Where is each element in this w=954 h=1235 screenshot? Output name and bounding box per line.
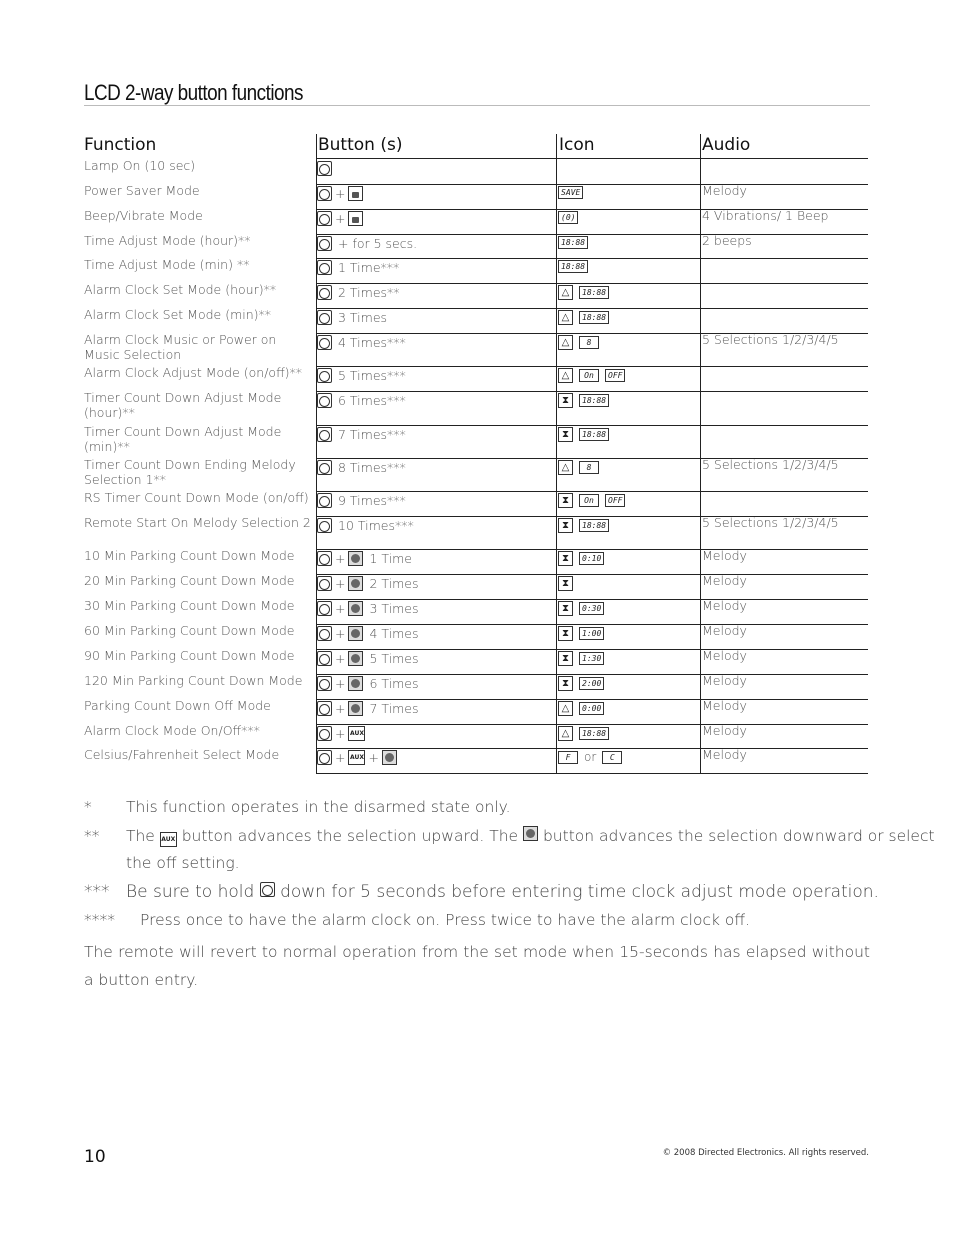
bell-icon <box>558 460 573 475</box>
function-cell: RS Timer Count Down Mode (on/off) <box>84 490 309 505</box>
table-row <box>84 185 868 210</box>
footnote-text: Be sure to hold <box>126 882 255 902</box>
hourglass-icon <box>558 676 573 691</box>
lcd-display-icon: 0:10 <box>579 552 604 565</box>
hourglass-icon <box>558 551 573 566</box>
buttons-cell <box>317 626 553 641</box>
icon-cell <box>558 236 698 249</box>
table-row <box>84 575 868 600</box>
footnote-text: The <box>126 827 155 845</box>
function-cell: Alarm Clock Mode On/Off*** <box>84 723 260 738</box>
icon-cell <box>558 260 698 273</box>
press-count: 9 Times*** <box>338 493 406 508</box>
lamp-button-icon <box>317 285 332 300</box>
buttons-cell <box>317 186 553 201</box>
table-row <box>84 210 868 235</box>
function-cell: Beep/Vibrate Mode <box>84 208 203 223</box>
function-cell: 90 Min Parking Count Down Mode <box>84 648 295 663</box>
function-cell: Time Adjust Mode (min) ** <box>84 257 250 272</box>
lcd-display-icon: On <box>579 494 599 507</box>
star-button-icon <box>348 626 363 641</box>
lcd-display-icon: 18:88 <box>579 727 609 740</box>
audio-cell: 2 beeps <box>702 233 752 248</box>
revert-note: The remote will revert to normal operation from the set mode when 15-seconds has elapsed without a button entry. <box>84 943 870 989</box>
lamp-button-icon <box>317 368 332 383</box>
lcd-display-icon: OFF <box>605 369 625 382</box>
plus-sign: + <box>335 701 346 716</box>
lcd-display-icon: 8 <box>579 461 599 474</box>
function-cell: 20 Min Parking Count Down Mode <box>84 573 295 588</box>
function-cell: Celsius/Fahrenheit Select Mode <box>84 747 280 762</box>
star-button-icon <box>348 651 363 666</box>
footnote-2-cont: the off setting. <box>126 854 240 872</box>
table-row <box>84 492 868 517</box>
footnote-1 <box>84 798 511 816</box>
lamp-button-icon <box>317 186 332 201</box>
table-row <box>84 392 868 426</box>
buttons-cell <box>317 750 553 765</box>
lamp-button-icon <box>317 750 332 765</box>
buttons-cell <box>317 701 553 716</box>
lamp-button-icon <box>317 310 332 325</box>
function-cell: Parking Count Down Off Mode <box>84 698 271 713</box>
aux-button-icon: AUX <box>348 726 365 741</box>
table-row <box>84 517 868 550</box>
function-cell: Alarm Clock Set Mode (hour)** <box>84 282 277 297</box>
lcd-display-icon: OFF <box>605 494 625 507</box>
footnote-mark: *** <box>84 882 110 902</box>
plus-sign: + <box>335 601 346 616</box>
audio-cell: Melody <box>702 698 747 713</box>
buttons-cell <box>317 310 553 325</box>
table-row <box>84 725 868 749</box>
icon-cell <box>558 427 698 442</box>
press-count: 5 Times <box>369 651 419 666</box>
lcd-display-icon: 2:00 <box>579 677 604 690</box>
lcd-display-icon: 0:30 <box>579 602 604 615</box>
bell-icon <box>558 310 573 325</box>
icon-cell <box>558 750 698 765</box>
header-divider <box>316 158 868 159</box>
buttons-cell <box>317 676 553 691</box>
lcd-display-icon: (0) <box>558 211 578 224</box>
lamp-button-icon <box>317 651 332 666</box>
table-row <box>84 284 868 309</box>
audio-cell: Melody <box>702 673 747 688</box>
lcd-display-icon: 0:00 <box>579 702 604 715</box>
star-button-icon <box>348 551 363 566</box>
hourglass-icon <box>558 393 573 408</box>
buttons-cell <box>317 393 553 408</box>
icon-cell <box>558 285 698 300</box>
buttons-cell <box>317 726 553 741</box>
lamp-button-icon <box>317 551 332 566</box>
star-button-icon <box>348 701 363 716</box>
or-text: or <box>584 750 597 764</box>
audio-cell: 4 Vibrations/ 1 Beep <box>702 208 829 223</box>
function-cell: Time Adjust Mode (hour)** <box>84 233 251 248</box>
icon-cell <box>558 493 698 508</box>
lcd-display-icon: SAVE <box>558 186 583 199</box>
aux-button-icon: AUX <box>348 750 365 765</box>
audio-cell: Melody <box>702 623 747 638</box>
buttons-cell <box>317 460 553 475</box>
lcd-display-icon: 1:00 <box>579 627 604 640</box>
icon-cell <box>558 518 698 533</box>
plus-sign: + <box>335 576 346 591</box>
star-button-icon <box>382 750 397 765</box>
table-row <box>84 650 868 675</box>
icon-cell <box>558 186 698 199</box>
icon-cell <box>558 626 698 641</box>
footnote-4 <box>84 911 750 929</box>
table-row <box>84 160 868 185</box>
icon-cell <box>558 368 698 383</box>
hourglass-icon <box>558 601 573 616</box>
bell-icon <box>558 726 573 741</box>
press-count: 5 Times*** <box>338 368 406 383</box>
footnote-text: This function operates in the disarmed state only. <box>126 798 511 816</box>
press-count: 1 Time <box>369 551 413 566</box>
audio-cell: Melody <box>702 548 747 563</box>
icon-cell <box>558 676 698 691</box>
lamp-button-icon <box>317 335 332 350</box>
lcd-display-icon: 8 <box>579 336 599 349</box>
plus-sign: + <box>335 651 346 666</box>
press-count: 7 Times*** <box>338 427 406 442</box>
icon-cell <box>558 701 698 716</box>
plus-sign: + <box>335 750 346 765</box>
press-count: 2 Times** <box>338 285 400 300</box>
press-count: 3 Times <box>369 601 419 616</box>
buttons-cell <box>317 161 553 176</box>
footnote-mark: ** <box>84 827 100 845</box>
header-function: Function <box>84 135 157 155</box>
bell-icon <box>558 335 573 350</box>
table-row <box>84 334 868 367</box>
icon-cell <box>558 460 698 475</box>
press-count: 6 Times*** <box>338 393 406 408</box>
plus-sign: + <box>335 726 346 741</box>
hourglass-icon <box>558 518 573 533</box>
lcd-display-icon: F <box>558 751 578 764</box>
audio-cell: 5 Selections 1/2/3/4/5 <box>702 332 839 347</box>
function-cell: Alarm Clock Music or Power on Music Selection <box>84 332 277 362</box>
lamp-button-icon <box>317 460 332 475</box>
function-cell: Timer Count Down Adjust Mode (hour)** <box>84 390 282 420</box>
press-count: 6 Times <box>369 676 419 691</box>
lamp-button-icon <box>317 576 332 591</box>
lamp-button-icon <box>317 236 332 251</box>
footnote-mark: * <box>84 798 92 816</box>
plus-sign: + <box>335 186 346 201</box>
buttons-cell <box>317 576 553 591</box>
lamp-button-icon <box>317 726 332 741</box>
table-row <box>84 459 868 492</box>
audio-cell: 5 Selections 1/2/3/4/5 <box>702 515 839 530</box>
star-button-icon <box>348 576 363 591</box>
audio-cell: Melody <box>702 648 747 663</box>
title-divider <box>84 105 870 106</box>
buttons-cell <box>317 601 553 616</box>
buttons-cell <box>317 551 553 566</box>
table-row <box>84 235 868 259</box>
lcd-display-icon: 18:88 <box>558 260 588 273</box>
lamp-button-icon <box>317 493 332 508</box>
function-cell: Lamp On (10 sec) <box>84 158 196 173</box>
lamp-button-icon <box>317 518 332 533</box>
lamp-button-icon <box>317 161 332 176</box>
buttons-cell <box>317 368 553 383</box>
buttons-cell <box>317 493 553 508</box>
unlock-button-icon <box>348 211 363 226</box>
table-row <box>84 367 868 392</box>
function-cell: 120 Min Parking Count Down Mode <box>84 673 303 688</box>
audio-cell: Melody <box>702 598 747 613</box>
audio-cell: Melody <box>702 747 747 762</box>
star-button-icon <box>348 601 363 616</box>
table-row <box>84 675 868 700</box>
buttons-cell <box>317 260 553 275</box>
lamp-button-icon <box>317 393 332 408</box>
plus-sign: + <box>335 551 346 566</box>
table-row <box>84 426 868 459</box>
page-title: LCD 2-way button functions <box>84 80 304 105</box>
function-cell: 10 Min Parking Count Down Mode <box>84 548 295 563</box>
lcd-display-icon: 18:88 <box>579 311 609 324</box>
footnote-3 <box>84 882 879 902</box>
header-audio: Audio <box>702 135 751 155</box>
buttons-cell <box>317 236 553 251</box>
function-cell: Power Saver Mode <box>84 183 200 198</box>
icon-cell <box>558 393 698 408</box>
icon-cell <box>558 651 698 666</box>
star-button-icon <box>348 676 363 691</box>
footnote-text: button advances the selection upward. The <box>181 827 519 845</box>
plus-sign: + <box>368 750 379 765</box>
press-count: 4 Times <box>369 626 419 641</box>
buttons-cell <box>317 427 553 442</box>
audio-cell: Melody <box>702 573 747 588</box>
hourglass-icon <box>558 626 573 641</box>
copyright: © 2008 Directed Electronics. All rights reserved. <box>662 1148 869 1158</box>
footnote-text: button advances the selection downward or select <box>542 827 935 845</box>
function-cell: Alarm Clock Set Mode (min)** <box>84 307 272 322</box>
aux-button-icon: AUX <box>160 832 177 847</box>
table-row <box>84 600 868 625</box>
icon-cell <box>558 211 698 224</box>
function-cell: Timer Count Down Adjust Mode (min)** <box>84 424 282 454</box>
header-icon: Icon <box>559 135 595 155</box>
press-count: 7 Times <box>369 701 419 716</box>
bell-icon <box>558 368 573 383</box>
lcd-display-icon: C <box>602 751 622 764</box>
lcd-display-icon: On <box>579 369 599 382</box>
buttons-cell <box>317 518 553 533</box>
function-cell: Alarm Clock Adjust Mode (on/off)** <box>84 365 303 380</box>
footnote-text: down for 5 seconds before entering time clock adjust mode operation. <box>280 882 879 902</box>
buttons-cell <box>317 651 553 666</box>
press-count: 10 Times*** <box>338 518 414 533</box>
header-buttons: Button (s) <box>318 135 403 155</box>
audio-cell: Melody <box>702 183 747 198</box>
plus-sign: + <box>335 626 346 641</box>
lock-button-icon <box>348 186 363 201</box>
icon-cell <box>558 576 698 591</box>
lamp-button-icon <box>317 626 332 641</box>
table-row <box>84 625 868 650</box>
table-row <box>84 259 868 284</box>
function-cell: 60 Min Parking Count Down Mode <box>84 623 295 638</box>
function-cell: Timer Count Down Ending Melody Selection 1** <box>84 457 296 487</box>
lamp-button-icon <box>317 601 332 616</box>
icon-cell <box>558 551 698 566</box>
bell-icon <box>558 285 573 300</box>
lcd-display-icon: 1:30 <box>579 652 604 665</box>
press-count: + for 5 secs. <box>338 236 418 251</box>
lcd-display-icon: 18:88 <box>579 428 609 441</box>
bell-icon <box>558 701 573 716</box>
press-count: 1 Time*** <box>338 260 400 275</box>
lcd-display-icon: 18:88 <box>579 394 609 407</box>
press-count: 3 Times <box>338 310 388 325</box>
lamp-button-icon <box>317 260 332 275</box>
buttons-cell <box>317 335 553 350</box>
function-cell: 30 Min Parking Count Down Mode <box>84 598 295 613</box>
table-row <box>84 700 868 725</box>
hourglass-icon <box>558 651 573 666</box>
footnote-mark: **** <box>84 911 115 929</box>
table-row <box>84 550 868 575</box>
press-count: 8 Times*** <box>338 460 406 475</box>
buttons-cell <box>317 211 553 226</box>
hourglass-icon <box>558 576 573 591</box>
icon-cell <box>558 601 698 616</box>
press-count: 2 Times <box>369 576 419 591</box>
table-row <box>84 749 868 774</box>
lcd-display-icon: 18:88 <box>579 519 609 532</box>
plus-sign: + <box>335 211 346 226</box>
star-button-icon <box>523 826 538 841</box>
audio-cell: 5 Selections 1/2/3/4/5 <box>702 457 839 472</box>
row-divider <box>316 773 868 774</box>
page-number: 10 <box>84 1147 106 1167</box>
buttons-cell <box>317 285 553 300</box>
lamp-button-icon <box>260 882 275 897</box>
footnote-text: Press once to have the alarm clock on. Press twice to have the alarm clock off. <box>140 911 750 929</box>
audio-cell: Melody <box>702 723 747 738</box>
lamp-button-icon <box>317 211 332 226</box>
table-row <box>84 309 868 334</box>
icon-cell <box>558 335 698 350</box>
lamp-button-icon <box>317 701 332 716</box>
lcd-display-icon: 18:88 <box>558 236 588 249</box>
icon-cell <box>558 310 698 325</box>
function-cell: Remote Start On Melody Selection 2 <box>84 515 311 530</box>
icon-cell <box>558 726 698 741</box>
press-count: 4 Times*** <box>338 335 406 350</box>
plus-sign: + <box>335 676 346 691</box>
lcd-display-icon: 18:88 <box>579 286 609 299</box>
lamp-button-icon <box>317 427 332 442</box>
lamp-button-icon <box>317 676 332 691</box>
footnote-2 <box>84 826 935 847</box>
hourglass-icon <box>558 493 573 508</box>
hourglass-icon <box>558 427 573 442</box>
